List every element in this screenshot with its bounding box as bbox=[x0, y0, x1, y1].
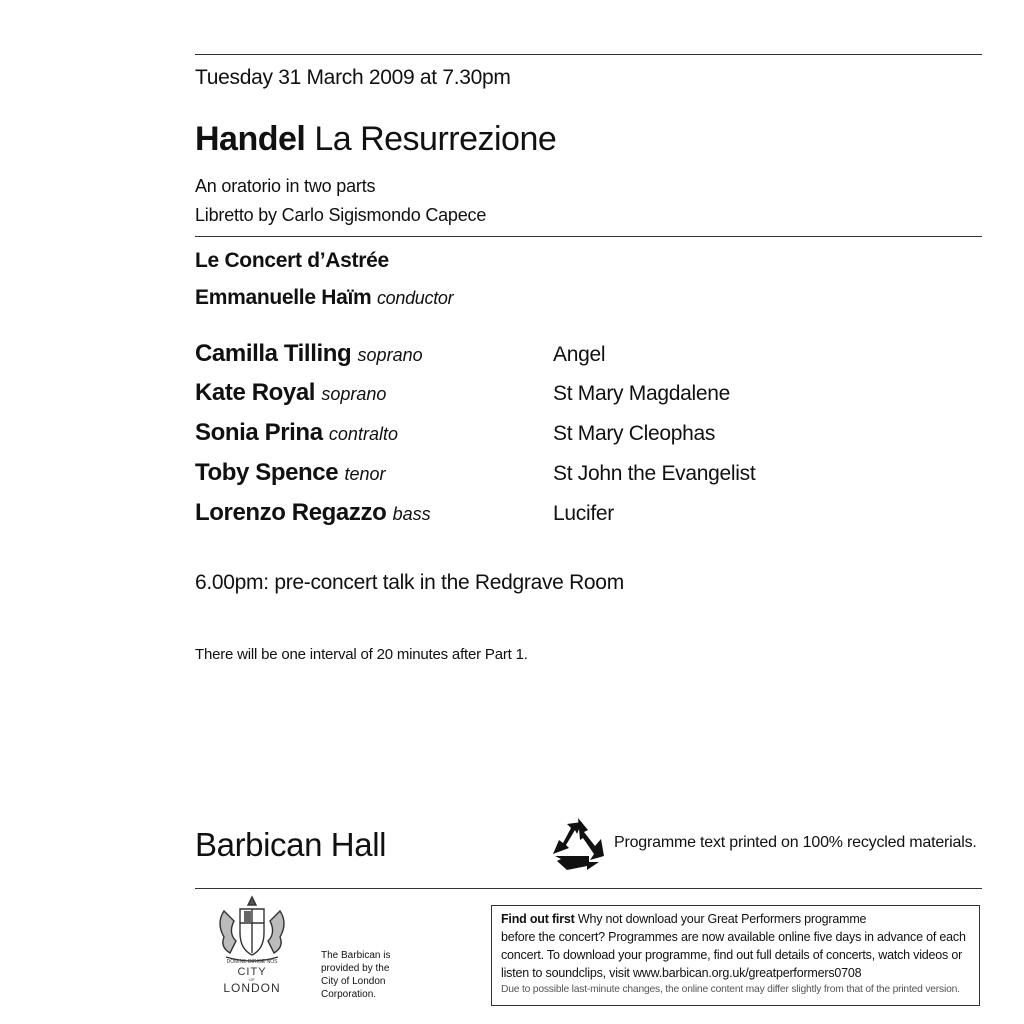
recycled-materials-note: Programme text printed on 100% recycled materials. bbox=[614, 834, 977, 851]
crest-of-label: OF bbox=[249, 977, 255, 982]
venue-name: Barbican Hall bbox=[195, 826, 387, 863]
subtitle-libretto: Libretto by Carlo Sigismondo Capece bbox=[195, 205, 487, 225]
corporation-line: City of London bbox=[321, 976, 386, 987]
work-title: La Resurrezione bbox=[314, 120, 557, 158]
header-rule bbox=[195, 236, 982, 237]
corporation-note bbox=[321, 949, 401, 1001]
cast-role: Lucifer bbox=[553, 502, 614, 525]
singer-name: Kate Royal bbox=[195, 379, 316, 406]
info-line: before the concert? Programmes are now available online five days in advance of each bbox=[501, 930, 966, 944]
conductor-line bbox=[195, 286, 453, 310]
cast-role: St Mary Cleophas bbox=[553, 422, 716, 445]
conductor-role: conductor bbox=[376, 288, 454, 308]
voice-type: bass bbox=[392, 504, 431, 524]
cast-member-name bbox=[195, 419, 398, 447]
singer-name: Lorenzo Regazzo bbox=[195, 499, 387, 526]
crest-london-label: LONDON bbox=[223, 981, 281, 995]
composer-name: Handel bbox=[195, 120, 306, 158]
subtitle-oratorio: An oratorio in two parts bbox=[195, 176, 376, 196]
svg-text:DOMINE DIRIGE NOS: DOMINE DIRIGE NOS bbox=[226, 959, 278, 965]
info-line: concert. To download your programme, find out full details of concerts, watch videos or bbox=[501, 948, 963, 962]
recycle-icon bbox=[549, 816, 607, 872]
voice-type: soprano bbox=[321, 384, 387, 404]
conductor-name: Emmanuelle Haïm bbox=[195, 286, 372, 309]
info-line bbox=[501, 910, 970, 928]
find-out-first-box bbox=[491, 905, 980, 1006]
interval-note: There will be one interval of 20 minutes after Part 1. bbox=[195, 646, 528, 663]
cast-member-name bbox=[195, 379, 386, 407]
singer-name: Toby Spence bbox=[195, 459, 339, 486]
cast-member-name bbox=[195, 499, 431, 527]
top-rule bbox=[195, 54, 982, 55]
info-heading: Find out first bbox=[501, 912, 575, 926]
voice-type: tenor bbox=[344, 464, 386, 484]
page-title bbox=[195, 120, 556, 159]
corporation-line: Corporation. bbox=[321, 989, 377, 1000]
cast-member-name bbox=[195, 459, 386, 487]
corporation-line: The Barbican is bbox=[321, 950, 391, 961]
cast-role: Angel bbox=[553, 343, 606, 366]
footer-rule bbox=[195, 888, 982, 889]
pre-concert-talk: 6.00pm: pre-concert talk in the Redgrave Room bbox=[195, 571, 624, 594]
cast-member-name bbox=[195, 340, 423, 368]
voice-type: soprano bbox=[357, 345, 423, 365]
info-line: listen to soundclips, visit www.barbican.org.uk/greatperformers0708 bbox=[501, 966, 862, 980]
voice-type: contralto bbox=[328, 424, 398, 444]
city-of-london-crest-icon bbox=[210, 893, 294, 997]
singer-name: Camilla Tilling bbox=[195, 340, 352, 367]
ensemble-name: Le Concert d’Astrée bbox=[195, 249, 389, 272]
info-text: Why not download your Great Performers programme bbox=[574, 912, 867, 926]
cast-role: St Mary Magdalene bbox=[553, 382, 730, 405]
crest-city-label: CITY bbox=[237, 966, 267, 978]
online-content-disclaimer: Due to possible last-minute changes, the online content may differ slightly from that of the printed version. bbox=[501, 984, 960, 995]
recycle-badge: 100% bbox=[569, 843, 587, 850]
concert-date: Tuesday 31 March 2009 at 7.30pm bbox=[195, 66, 511, 89]
corporation-line: provided by the bbox=[321, 963, 390, 974]
cast-role: St John the Evangelist bbox=[553, 462, 756, 485]
singer-name: Sonia Prina bbox=[195, 419, 323, 446]
